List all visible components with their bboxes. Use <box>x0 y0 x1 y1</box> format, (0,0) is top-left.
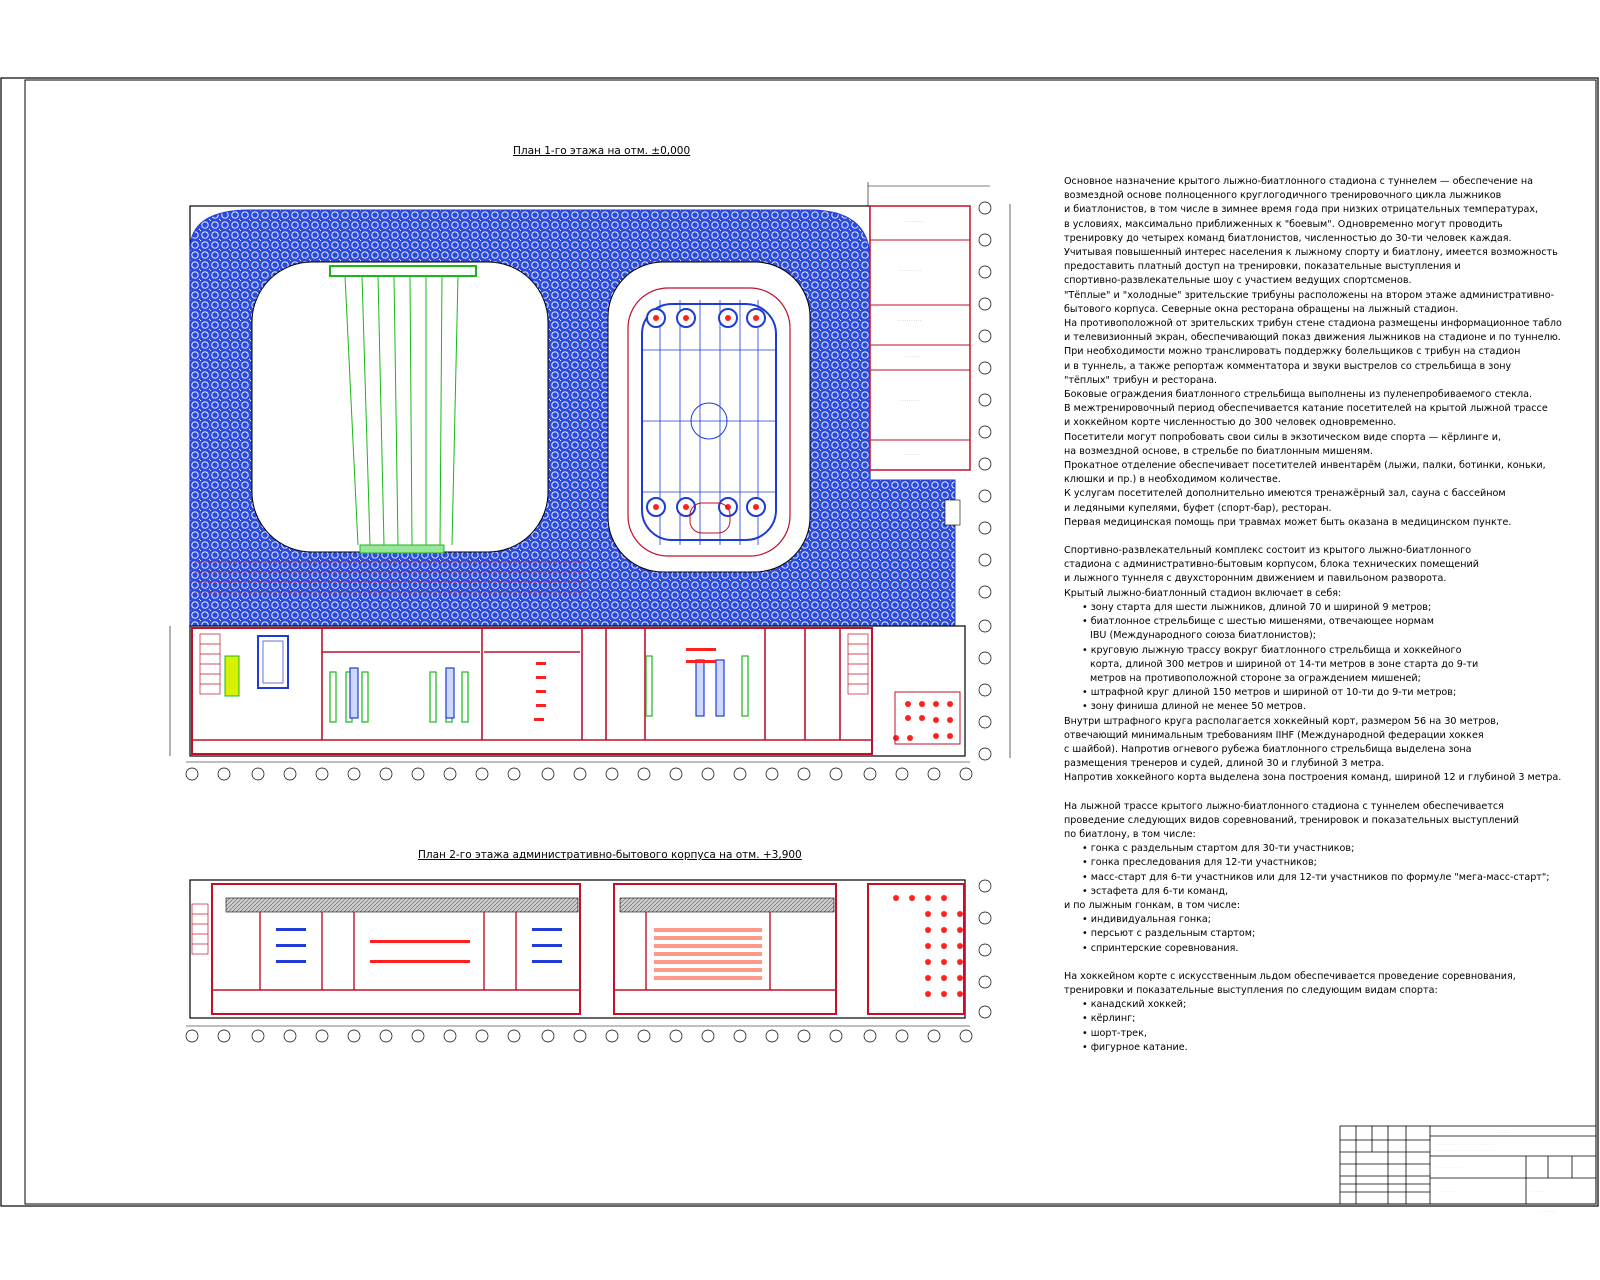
notes-line: корта, длиной 300 метров и шириной от 14-ти метров в зоне старта до 9-ти <box>1090 658 1479 670</box>
notes-line: спортивно-развлекательные шоу с участием ведущих спортсменов. <box>1064 275 1412 287</box>
notes-line: • шорт-трек, <box>1082 1027 1147 1039</box>
plan-2-title: План 2-го этажа административно-бытового корпуса на отм. +3,900 <box>418 849 802 861</box>
notes-gap <box>1064 530 1584 544</box>
svg-text:· · · · · · · · ·: · · · · · · · · · <box>905 220 924 224</box>
notes-line: и лыжного туннеля с двухсторонним движением и павильоном разворота. <box>1064 573 1447 585</box>
notes-line: "Тёплые" и "холодные" зрительские трибуны расположены на втором этаже административно- <box>1064 289 1555 301</box>
notes-line: тренировку до четырех команд биатлонистов, численностью до 30-ти человек каждая. <box>1064 232 1512 244</box>
notes-line: бытового корпуса. Северные окна ресторана обращены на лыжный стадион. <box>1064 303 1459 315</box>
notes-line: • канадский хоккей; <box>1082 999 1187 1011</box>
notes-line: • зону старта для шести лыжников, длиной 70 и шириной 9 метров; <box>1082 601 1432 613</box>
plan-1-floor <box>170 182 1010 780</box>
notes-line: стадиона с административно-бытовым корпусом, блока технических помещений <box>1064 559 1479 571</box>
svg-text:· · · · · · · · · · · · · · ·: · · · · · · · · · · · · · · · · · · · · · · · · · · · · · · · <box>1436 1148 1495 1152</box>
notes-line: в условиях, максимально приближенных к "боевым". Одновременно могут проводить <box>1064 218 1503 230</box>
notes-line: отвечающий минимальным требованиям IIHF (Международной федерации хоккея <box>1064 729 1484 741</box>
notes-line: Крытый лыжно-биатлонный стадион включает в себя: <box>1064 587 1342 599</box>
svg-text:· · · · · · · · ·: · · · · · · · · · <box>1530 1189 1547 1193</box>
notes-line: предоставить платный доступ на тренировки, показательные выступления и <box>1064 261 1461 273</box>
notes-line: тренировки и показательные выступления по следующим видам спорта: <box>1064 984 1438 996</box>
notes-line: Напротив хоккейного корта выделена зона построения команд, шириной 12 и глубиной 3 метра. <box>1064 772 1562 784</box>
notes-line: проведение следующих видов соревнований, тренировок и показательных выступлений <box>1064 814 1520 826</box>
notes-line: На хоккейном корте с искусственным льдом обеспечивается проведение соревнования, <box>1064 970 1516 982</box>
notes-line: и хоккейном корте численностью до 300 человек одновременно. <box>1064 417 1397 429</box>
svg-text:· · · · · · · · · ·: · · · · · · · · · · <box>900 269 922 273</box>
svg-text:· · · · · · · · · · · · · ·: · · · · · · · · · · · · · · <box>1436 1165 1462 1169</box>
notes-line: • фигурное катание. <box>1082 1041 1188 1053</box>
explanatory-notes <box>1064 175 1584 1055</box>
notes-line: • зону финиша длиной не менее 50 метров. <box>1082 701 1306 713</box>
axis-markers-plan1 <box>186 768 972 780</box>
notes-line: При необходимости можно транслировать поддержку болельщиков с трибун на стадион <box>1064 346 1521 358</box>
notes-line: и по лыжным гонкам, в том числе: <box>1064 899 1241 911</box>
notes-line: с шайбой). Напротив огневого рубежа биатлонного стрельбища выделена зона <box>1064 743 1472 755</box>
notes-line: на возмездной основе, в стрельбе по биатлонным мишеням. <box>1064 445 1373 457</box>
notes-line: • индивидуальная гонка; <box>1082 914 1212 926</box>
svg-text:· · · · · · · · ·: · · · · · · · · · <box>1540 1209 1557 1213</box>
notes-line: размещения тренеров и судей, длиной 30 и глубиной 3 метра. <box>1064 758 1385 770</box>
notes-line: и биатлонистов, в том числе в зимнее время года при низких отрицательных температурах, <box>1064 204 1539 216</box>
notes-line: Посетители могут попробовать свои силы в экзотическом виде спорта — кёрлинге и, <box>1064 431 1501 443</box>
notes-line: Внутри штрафного круга располагается хоккейный корт, размером 56 на 30 метров, <box>1064 715 1499 727</box>
notes-line: клюшки и пр.) в необходимом количестве. <box>1064 474 1281 486</box>
notes-line: • масс-старт для 6-ти участников или для 12-ти участников по формуле "мега-масс-старт"; <box>1082 871 1550 883</box>
notes-line: возмездной основе полноценного круглогодичного тренировочного цикла лыжников <box>1064 190 1502 202</box>
notes-line: • штрафной круг длиной 150 метров и шириной от 10-ти до 9-ти метров; <box>1082 687 1457 699</box>
notes-line: • персьют с раздельным стартом; <box>1082 928 1256 940</box>
notes-line: На лыжной трассе крытого лыжно-биатлонного стадиона с туннелем обеспечивается <box>1064 800 1504 812</box>
notes-line: • спринтерские соревнования. <box>1082 942 1239 954</box>
notes-line: по биатлону, в том числе: <box>1064 828 1196 840</box>
notes-line: В межтренировочный период обеспечивается катание посетителей на крытой лыжной трассе <box>1064 403 1548 415</box>
plan-2-floor <box>186 880 991 1042</box>
notes-line: "тёплых" трибун и ресторана. <box>1064 374 1218 386</box>
plan-1-title: План 1-го этажа на отм. ±0,000 <box>513 145 691 157</box>
notes-line: Первая медицинская помощь при травмах может быть оказана в медицинском пункте. <box>1064 516 1512 528</box>
svg-text:· · · · · · · · · · · · · · ·: · · · · · · · · · · · · · · · · · · · · · · · · · · · · · · · · <box>1436 1142 1497 1146</box>
notes-line: Спортивно-развлекательный комплекс состоит из крытого лыжно-биатлонного <box>1064 545 1472 557</box>
svg-text:· · · · · · ·: · · · · · · · <box>905 453 920 457</box>
notes-line: Учитывая повышенный интерес населения к лыжному спорту и биатлону, имеется возможность <box>1064 247 1558 259</box>
svg-text:· · · · · · · · · ·: · · · · · · · · · · <box>1440 1189 1459 1193</box>
svg-text:· · · · · · · · ·: · · · · · · · · · <box>900 399 919 403</box>
title-block <box>1340 1126 1596 1204</box>
notes-line: IBU (Международного союза биатлонистов); <box>1090 630 1316 642</box>
notes-line: и ледяными купелями, буфет (спорт-бар), ресторан. <box>1064 502 1332 514</box>
notes-line: и телевизионный экран, обеспечивающий показ движения лыжников на стадионе и по туннелю. <box>1064 332 1561 344</box>
notes-line: метров на противоположной стороне за ограждением мишеней; <box>1090 672 1421 684</box>
notes-line: На противоположной от зрительских трибун стене стадиона размещены информационное табло <box>1064 318 1562 330</box>
svg-text:· · · · · · ·: · · · · · · · <box>905 355 920 359</box>
notes-line: Прокатное отделение обеспечивает посетителей инвентарём (лыжи, палки, ботинки, коньки, <box>1064 460 1546 472</box>
notes-line: К услугам посетителей дополнительно имеются тренажёрный зал, сауна с бассейном <box>1064 488 1506 500</box>
notes-line: Основное назначение крытого лыжно-биатлонного стадиона с туннелем — обеспечение на <box>1064 176 1533 187</box>
notes-line: • гонка преследования для 12-ти участников; <box>1082 857 1317 869</box>
notes-line: • биатлонное стрельбище с шестью мишенями, отвечающее нормам <box>1082 616 1435 628</box>
notes-gap <box>1064 786 1584 800</box>
svg-text:· · · · · · · · · · ·: · · · · · · · · · · · <box>898 319 922 323</box>
notes-line: • кёрлинг; <box>1082 1013 1136 1025</box>
notes-line: Боковые ограждения биатлонного стрельбища выполнены из пуленепробиваемого стекла. <box>1064 389 1533 401</box>
notes-gap <box>1064 956 1584 970</box>
notes-line: • круговую лыжную трассу вокруг биатлонного стрельбища и хоккейного <box>1082 644 1462 656</box>
notes-line: • гонка с раздельным стартом для 30-ти участников; <box>1082 843 1355 855</box>
svg-text:· · · · ·: · · · · · <box>1500 1130 1509 1134</box>
notes-line: • эстафета для 6-ти команд, <box>1082 885 1229 897</box>
notes-line: и в туннель, а также репортаж комментатора и звуки выстрелов со стрельбища в зону <box>1064 360 1512 372</box>
